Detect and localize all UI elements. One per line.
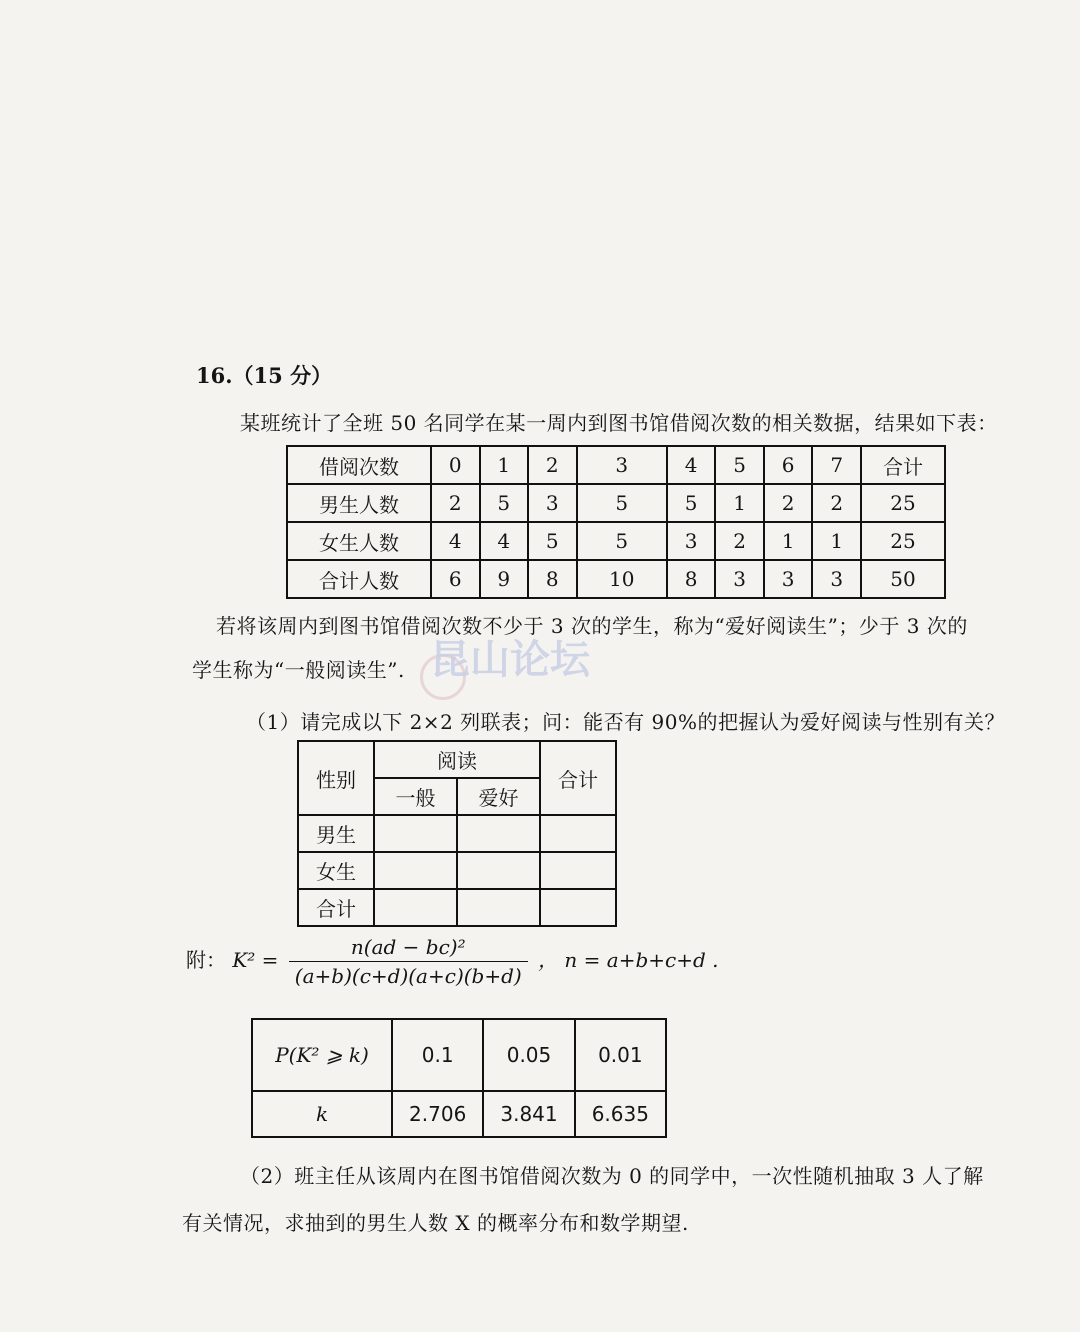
table-row [298,852,616,889]
table-row [298,815,616,852]
watermark-text: 昆山论坛 [430,637,590,683]
row-label: 合计 [298,889,374,926]
love-header: 爱好 [457,778,540,815]
empty-cell [457,852,540,889]
table-cell: 3 [764,560,813,598]
table-cell: 2 [764,484,813,522]
table-cell: 3 [667,522,716,560]
row-label: 女生 [298,852,374,889]
part-2-text-line-1: （2）班主任从该周内在图书馆借阅次数为 0 的同学中，一次性随机抽取 3 人了解 [240,1164,984,1188]
k-label: k [252,1091,392,1137]
empty-cell [457,815,540,852]
definition-line-1: 若将该周内到图书馆借阅次数不少于 3 次的学生，称为“爱好阅读生”；少于 3 次的 [216,614,968,638]
k2-formula [186,935,719,988]
n-definition: ， n = a+b+c+d . [538,948,719,972]
table-cell: 8 [667,560,716,598]
table-cell: 3 [715,560,764,598]
formula-denominator: (a+b)(c+d)(a+c)(b+d) [294,964,522,988]
table-cell: 男生人数 [287,484,431,522]
k-value: 2.706 [392,1091,483,1137]
critical-value-table [251,1018,667,1138]
table-cell: 5 [577,522,667,560]
table-cell: 2 [431,484,480,522]
total-header: 合计 [540,741,616,815]
k-value: 3.841 [483,1091,574,1137]
part-2-text-line-2: 有关情况，求抽到的男生人数 X 的概率分布和数学期望. [182,1211,689,1235]
table-row [252,1091,666,1137]
table-cell: 50 [861,560,945,598]
table-cell: 合计 [861,446,945,484]
p-value: 0.05 [483,1019,574,1091]
table-cell: 2 [528,446,577,484]
table-cell: 5 [577,484,667,522]
empty-cell [540,852,616,889]
table-cell: 借阅次数 [287,446,431,484]
table-cell: 6 [764,446,813,484]
general-header: 一般 [374,778,457,815]
question-number: 16.（15 分） [196,363,333,388]
row-label: 男生 [298,815,374,852]
table-cell: 5 [667,484,716,522]
table-cell: 4 [667,446,716,484]
table-cell: 25 [861,484,945,522]
empty-cell [374,889,457,926]
empty-cell [540,815,616,852]
appendix-label: 附： [186,948,226,972]
table-cell: 合计人数 [287,560,431,598]
p-label: P(K² ⩾ k) [252,1019,392,1091]
k-value: 6.635 [575,1091,666,1137]
formula-fraction [289,935,528,988]
gender-header: 性别 [298,741,374,815]
table-cell: 1 [764,522,813,560]
table-row [287,522,945,560]
p-value: 0.01 [575,1019,666,1091]
definition-line-2: 学生称为“一般阅读生”. [192,658,405,682]
table-row [252,1019,666,1091]
table-cell: 3 [812,560,861,598]
formula-lhs: K² = [232,948,279,972]
table-cell: 6 [431,560,480,598]
table-cell: 9 [480,560,529,598]
table-cell: 3 [528,484,577,522]
table-cell: 1 [715,484,764,522]
borrow-count-table [286,445,946,599]
table-row [287,560,945,598]
table-cell: 25 [861,522,945,560]
table-cell: 2 [812,484,861,522]
table-cell: 10 [577,560,667,598]
table-cell: 1 [812,522,861,560]
table-row [298,889,616,926]
empty-cell [540,889,616,926]
contingency-table [297,740,617,927]
empty-cell [457,889,540,926]
reading-header: 阅读 [374,741,540,778]
part-1-text: （1）请完成以下 2×2 列联表；问：能否有 90%的把握认为爱好阅读与性别有关？ [246,710,1005,734]
table-cell: 1 [480,446,529,484]
table-cell: 2 [715,522,764,560]
p-value: 0.1 [392,1019,483,1091]
table-cell: 7 [812,446,861,484]
table-cell: 3 [577,446,667,484]
table-row [298,741,616,778]
question-intro: 某班统计了全班 50 名同学在某一周内到图书馆借阅次数的相关数据，结果如下表： [240,411,998,435]
table-cell: 8 [528,560,577,598]
table-cell: 5 [480,484,529,522]
empty-cell [374,815,457,852]
table-cell: 4 [431,522,480,560]
table-cell: 4 [480,522,529,560]
empty-cell [374,852,457,889]
table-cell: 女生人数 [287,522,431,560]
table-cell: 0 [431,446,480,484]
table-row [287,446,945,484]
formula-numerator: n(ad − bc)² [289,935,528,962]
table-cell: 5 [715,446,764,484]
table-cell: 5 [528,522,577,560]
table-row [287,484,945,522]
